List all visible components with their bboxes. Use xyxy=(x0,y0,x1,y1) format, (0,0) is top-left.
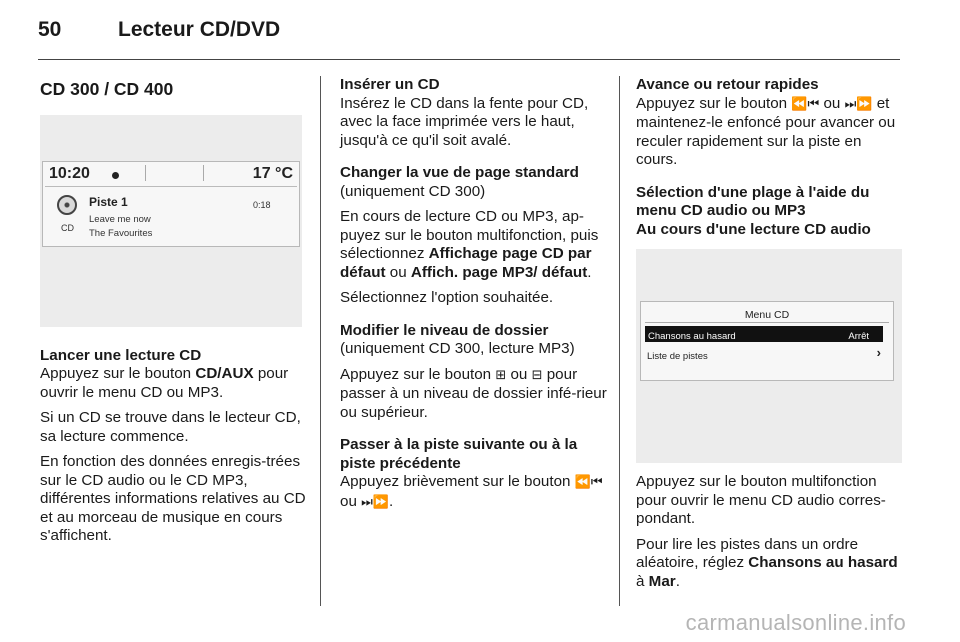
paragraph xyxy=(636,536,906,592)
text: En cours de lecture CD ou MP3, ap-puyez sur le bouton multifonction, puis sélectionnez xyxy=(340,208,599,262)
text: ou xyxy=(506,365,532,383)
column-3 xyxy=(636,76,906,598)
paragraph xyxy=(340,208,610,282)
display-separator xyxy=(145,165,146,181)
folder-down-icon: ⊞ xyxy=(495,367,507,383)
paragraph: Si un CD se trouve dans le lecteur CD, sa lecture commence. xyxy=(40,409,301,445)
source-label: CD xyxy=(61,222,74,233)
menu-row-label: Chansons au hasard xyxy=(648,331,736,342)
text: Appuyez sur le bouton xyxy=(40,365,196,382)
cd-display-illustration xyxy=(40,115,302,327)
elapsed-time: 0:18 xyxy=(253,199,271,210)
page-number: 50 xyxy=(38,18,62,41)
cd-display-screen xyxy=(42,161,300,247)
subsection-title: Sélection d'une plage à l'aide du menu CD audio ou MP3 xyxy=(636,183,870,219)
paragraph: (uniquement CD 300) xyxy=(340,182,486,200)
menu-option: Affich. page MP3/ défaut xyxy=(410,263,588,281)
menu-option: Chansons au hasard xyxy=(748,554,898,571)
artist-name: The Favourites xyxy=(89,227,153,239)
display-time: 10:20 xyxy=(49,164,90,182)
text: Appuyez brièvement sur le bouton xyxy=(340,473,575,490)
watermark: carmanualsonline.info xyxy=(685,610,906,635)
text: Appuyez sur le bouton xyxy=(636,94,792,112)
subsection-title: Lancer une lecture CD xyxy=(40,346,202,364)
text: ou xyxy=(385,263,411,281)
next-track-icon: ⏭⏩ xyxy=(361,494,390,510)
menu-option: Affichage page CD par défaut xyxy=(340,245,592,281)
header-rule xyxy=(38,59,900,60)
menu-title: Menu CD xyxy=(744,309,790,321)
button-name: CD/AUX xyxy=(195,365,254,382)
text: ou xyxy=(340,492,362,510)
rewind-icon: ⏪⏮ xyxy=(791,96,820,112)
subsection-subtitle: Au cours d'une lecture CD audio xyxy=(636,220,871,238)
text: et maintenez-le enfoncé pour avancer ou reculer rapidement sur la piste en cours. xyxy=(636,94,896,168)
display-divider xyxy=(45,186,297,187)
paragraph: Insérez le CD dans la fente pour CD, avec la face imprimée vers le haut, jusqu'à ce qu'il soit avalé. xyxy=(340,94,589,149)
chevron-right-icon: › xyxy=(876,345,881,360)
text: à xyxy=(636,572,649,590)
previous-track-icon: ⏪⏮ xyxy=(574,475,603,490)
menu-divider xyxy=(645,322,889,323)
display-separator xyxy=(203,165,204,181)
folder-up-icon: ⊟ xyxy=(531,367,543,383)
section-heading: CD 300 / CD 400 xyxy=(40,79,174,99)
column-2 xyxy=(340,76,610,526)
paragraph xyxy=(636,95,906,170)
column-divider xyxy=(619,76,620,606)
subsection-title: Modifier le niveau de dossier xyxy=(340,321,549,339)
status-dot-icon xyxy=(112,172,119,179)
cd-menu-screen xyxy=(640,301,894,381)
fast-forward-icon: ⏭⏩ xyxy=(844,96,873,112)
subsection-title: Insérer un CD xyxy=(340,76,440,93)
text: Pour lire les pistes dans un ordre aléatoire, réglez xyxy=(636,535,859,571)
paragraph: Appuyez sur le bouton multifonction pour ouvrir le menu CD audio corres-pondant. xyxy=(636,473,886,527)
paragraph xyxy=(40,365,308,402)
column-divider xyxy=(320,76,321,606)
text: pour ouvrir le menu CD ou MP3. xyxy=(40,365,289,401)
text: . xyxy=(587,263,592,281)
menu-row-shuffle xyxy=(645,326,883,342)
track-name: Piste 1 xyxy=(89,194,128,209)
text: pour passer à un niveau de dossier infé-rieur ou supérieur. xyxy=(340,365,607,421)
subsection-title: Changer la vue de page standard xyxy=(340,164,579,181)
chapter-title: Lecteur CD/DVD xyxy=(118,18,281,41)
text: . xyxy=(675,572,680,590)
text: ou xyxy=(819,94,845,112)
paragraph: (uniquement CD 300, lecture MP3) xyxy=(340,340,575,357)
text: . xyxy=(389,492,394,510)
subsection-title: Avance ou retour rapides xyxy=(636,76,819,93)
display-temperature: 17 °C xyxy=(252,164,293,182)
song-title: Leave me now xyxy=(89,213,151,225)
text: Appuyez sur le bouton xyxy=(340,365,496,383)
paragraph xyxy=(340,366,610,423)
menu-row-value: Arrêt xyxy=(848,331,869,342)
cd-disc-icon xyxy=(57,195,77,215)
cd-menu-illustration xyxy=(636,249,902,463)
column-1 xyxy=(40,76,308,553)
page-header xyxy=(38,18,280,42)
paragraph: Sélectionnez l'option souhaitée. xyxy=(340,289,554,306)
subsection-title: Passer à la piste suivante ou à la piste précédente xyxy=(340,436,578,472)
paragraph xyxy=(340,473,610,512)
paragraph: En fonction des données enregis-trées sur le CD audio ou le CD MP3, différentes informations relatives au CD et au morceau de musique en cours s'affichent. xyxy=(40,453,306,544)
menu-value: Mar xyxy=(648,572,676,590)
menu-row-track-list: Liste de pistes xyxy=(647,351,708,362)
